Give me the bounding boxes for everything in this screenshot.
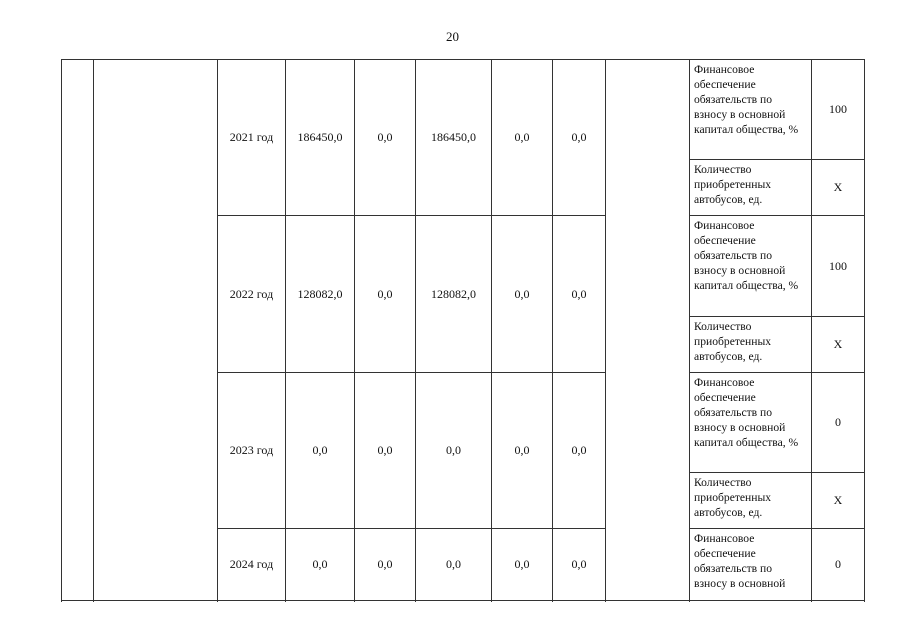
total-cell: 186450,0	[286, 60, 355, 216]
indicator-name-cell: Количество приобретенных автобусов, ед.	[690, 317, 812, 373]
indicator-value-cell: 0	[812, 373, 865, 473]
total-cell: 0,0	[286, 529, 355, 601]
indicator-value-cell: Х	[812, 317, 865, 373]
federal-budget-cell: 0,0	[355, 216, 416, 373]
total-cell: 128082,0	[286, 216, 355, 373]
indicator-name-cell: Финансовое обеспечение обязательств по взносу в основной капитал общества, %	[690, 60, 812, 160]
year-cell: 2022 год	[218, 216, 286, 373]
indicator-value-cell: 0	[812, 529, 865, 601]
page-number: 20	[446, 29, 459, 44]
year-cell: 2021 год	[218, 60, 286, 216]
indicator-value-cell: Х	[812, 160, 865, 216]
other-sources-cell: 0,0	[553, 373, 606, 529]
indicator-name-cell: Финансовое обеспечение обязательств по взносу в основной капитал общества, %	[690, 373, 812, 473]
number-cell	[62, 60, 94, 601]
local-budget-cell: 0,0	[492, 529, 553, 601]
other-sources-cell: 0,0	[553, 216, 606, 373]
federal-budget-cell: 0,0	[355, 60, 416, 216]
executor-cell	[606, 60, 690, 601]
indicator-name-cell: Количество приобретенных автобусов, ед.	[690, 473, 812, 529]
year-cell: 2023 год	[218, 373, 286, 529]
indicator-value-cell: Х	[812, 473, 865, 529]
indicator-name-cell: Количество приобретенных автобусов, ед.	[690, 160, 812, 216]
indicator-value-cell: 100	[812, 216, 865, 317]
indicator-name-cell: Финансовое обеспечение обязательств по взносу в основной капитал общества, %	[690, 216, 812, 317]
indicator-value-cell: 100	[812, 60, 865, 160]
local-budget-cell: 0,0	[492, 60, 553, 216]
other-sources-cell: 0,0	[553, 529, 606, 601]
federal-budget-cell: 0,0	[355, 529, 416, 601]
local-budget-cell: 0,0	[492, 216, 553, 373]
regional-budget-cell: 186450,0	[416, 60, 492, 216]
program-financing-table	[61, 59, 865, 601]
regional-budget-cell: 128082,0	[416, 216, 492, 373]
measure-name-cell	[94, 60, 218, 601]
table-row	[62, 60, 865, 160]
regional-budget-cell: 0,0	[416, 529, 492, 601]
regional-budget-cell: 0,0	[416, 373, 492, 529]
federal-budget-cell: 0,0	[355, 373, 416, 529]
indicator-name-cell: Финансовое обеспечение обязательств по взносу в основной	[690, 529, 812, 601]
total-cell: 0,0	[286, 373, 355, 529]
year-cell: 2024 год	[218, 529, 286, 601]
other-sources-cell: 0,0	[553, 60, 606, 216]
local-budget-cell: 0,0	[492, 373, 553, 529]
